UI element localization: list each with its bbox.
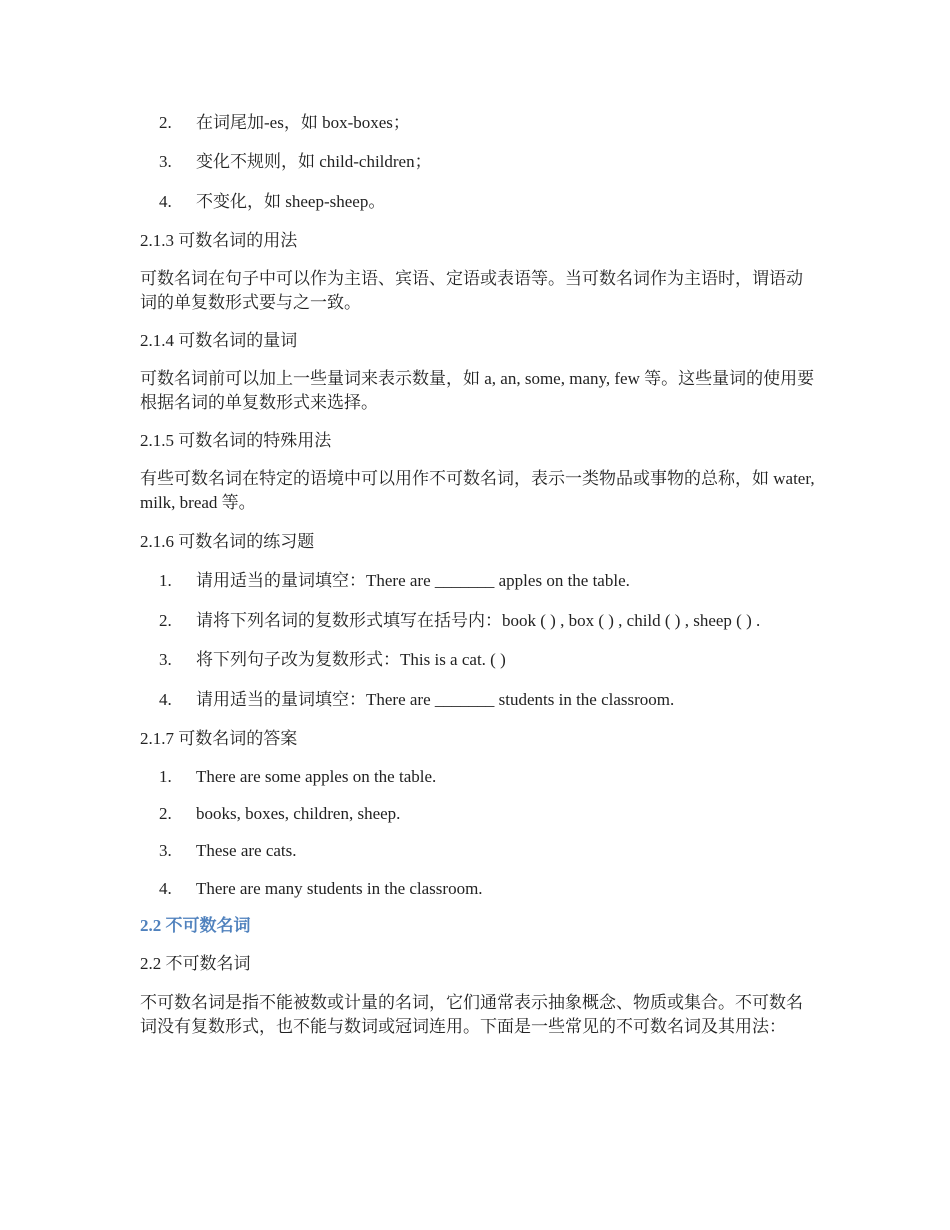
- list-item: [140, 648, 816, 672]
- list-text: 将下列句子改为复数形式：This is a cat. ( ): [196, 650, 506, 669]
- document-content: [140, 111, 816, 1039]
- list-number: 3.: [159, 152, 172, 171]
- paragraph-2-1-3: 可数名词在句子中可以作为主语、宾语、定语或表语等。当可数名词作为主语时，谓语动词的单复数形式要与之一致。: [140, 269, 803, 312]
- list-text: 请用适当的量词填空：There are _______ students in the classroom.: [196, 690, 675, 709]
- list-text: There are some apples on the table.: [196, 767, 437, 786]
- list-number: 4.: [159, 879, 172, 898]
- paragraph-2-1-4: 可数名词前可以加上一些量词来表示数量，如 a, an, some, many, few 等。这些量词的使用要根据名词的单复数形式来选择。: [140, 369, 815, 412]
- list-item: [140, 802, 816, 826]
- list-number: 1.: [159, 571, 172, 590]
- list-item: [140, 609, 816, 633]
- list-item: [140, 688, 816, 712]
- section-heading-2-1-5: 2.1.5 可数名词的特殊用法: [140, 431, 332, 450]
- list-text: 不变化，如 sheep-sheep。: [196, 192, 386, 211]
- list-number: 3.: [159, 650, 172, 669]
- section-heading-2-1-3: 2.1.3 可数名词的用法: [140, 231, 298, 250]
- list-text: 请用适当的量词填空：There are _______ apples on the table.: [196, 571, 630, 590]
- list-text: 变化不规则，如 child-children；: [196, 152, 432, 171]
- list-item: [140, 190, 816, 214]
- paragraph-2-1-5: 有些可数名词在特定的语境中可以用作不可数名词，表示一类物品或事物的总称，如 water, milk, bread 等。: [140, 469, 815, 512]
- list-item: [140, 150, 816, 174]
- list-number: 1.: [159, 767, 172, 786]
- list-item: [140, 839, 816, 863]
- list-number: 3.: [159, 841, 172, 860]
- list-text: These are cats.: [196, 841, 297, 860]
- list-item: [140, 877, 816, 901]
- list-text: There are many students in the classroom.: [196, 879, 483, 898]
- list-text: 请将下列名词的复数形式填写在括号内：book ( ) , box ( ) , child ( ) , sheep ( ) .: [196, 611, 761, 630]
- list-number: 4.: [159, 690, 172, 709]
- section-heading-2-2: 2.2 不可数名词: [140, 916, 251, 935]
- section-heading-2-1-6: 2.1.6 可数名词的练习题: [140, 532, 315, 551]
- list-text: 在词尾加-es，如 box-boxes；: [196, 113, 410, 132]
- list-number: 2.: [159, 113, 172, 132]
- list-item: [140, 765, 816, 789]
- section-heading-2-1-4: 2.1.4 可数名词的量词: [140, 331, 298, 350]
- paragraph-2-2: 不可数名词是指不能被数或计量的名词，它们通常表示抽象概念、物质或集合。不可数名词没有复数形式，也不能与数词或冠词连用。下面是一些常见的不可数名词及其用法：: [140, 993, 803, 1036]
- list-text: books, boxes, children, sheep.: [196, 804, 401, 823]
- sub-heading-2-2: 2.2 不可数名词: [140, 954, 251, 973]
- list-item: [140, 569, 816, 593]
- list-number: 4.: [159, 192, 172, 211]
- list-number: 2.: [159, 611, 172, 630]
- list-item: [140, 111, 816, 135]
- section-heading-2-1-7: 2.1.7 可数名词的答案: [140, 729, 298, 748]
- list-number: 2.: [159, 804, 172, 823]
